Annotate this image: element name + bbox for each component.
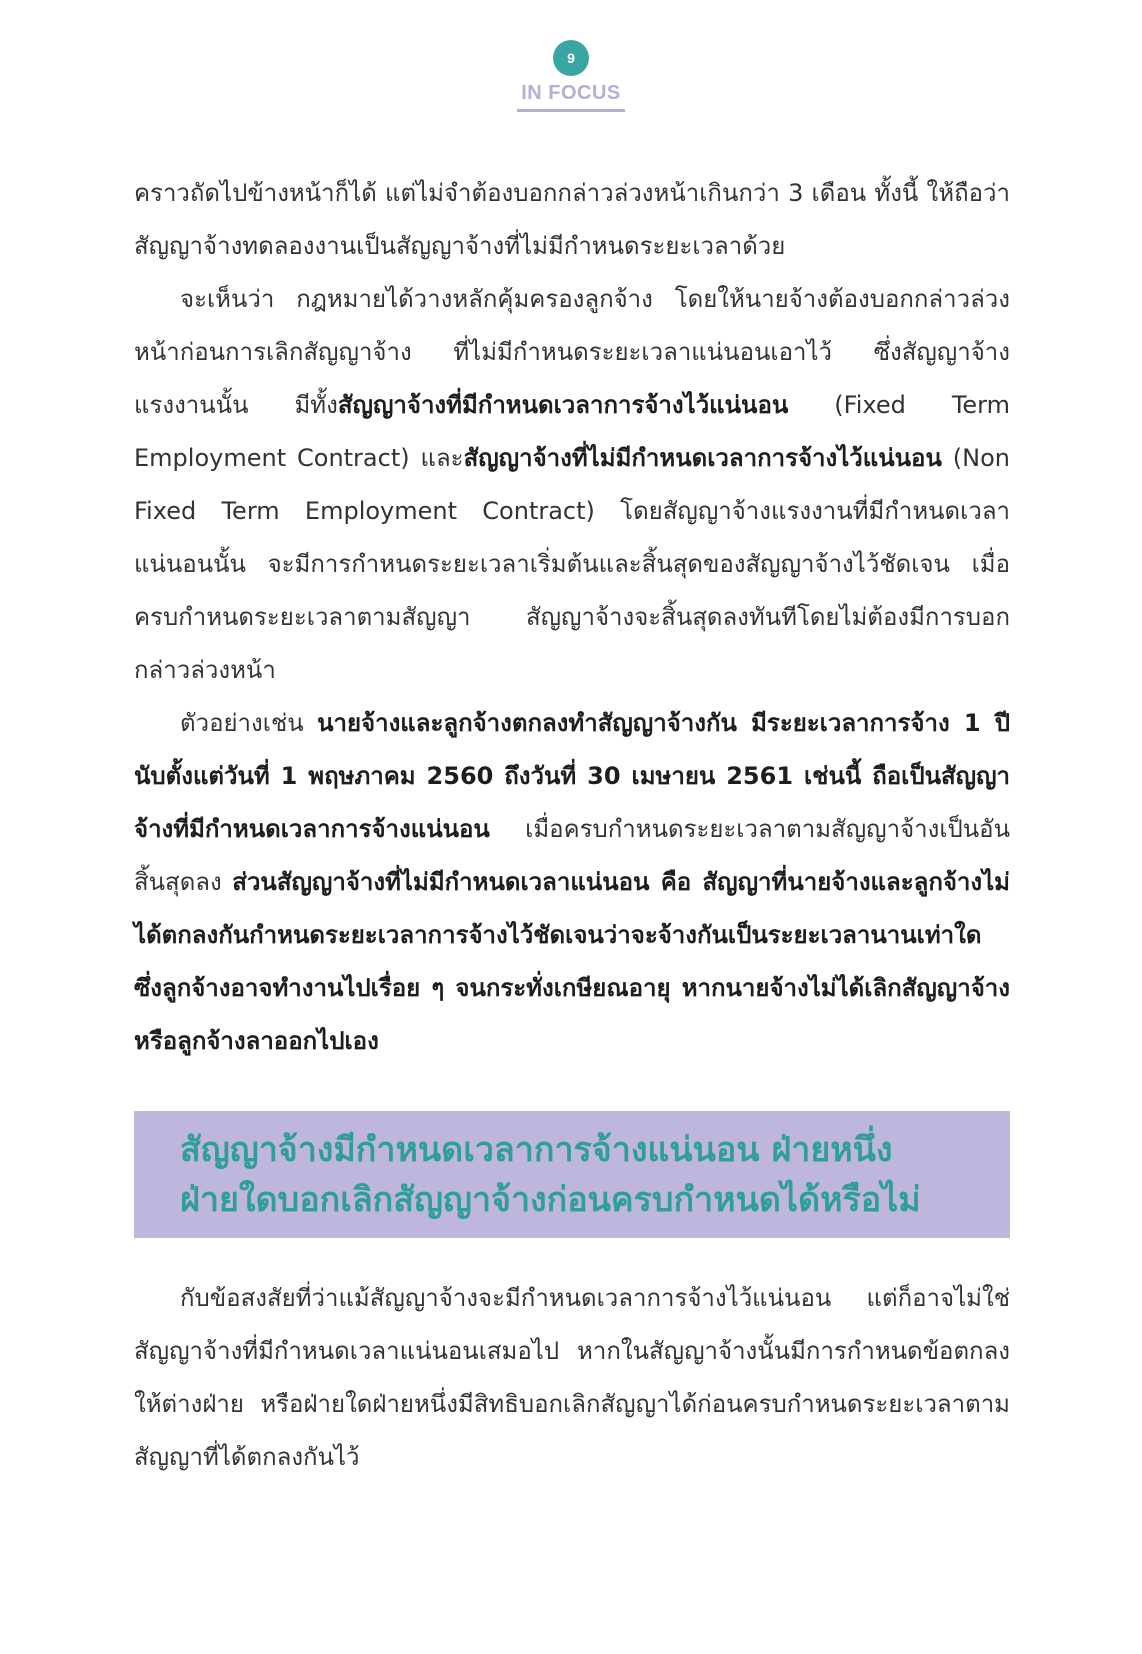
fixed-term-example: นายจ้างและลูกจ้างตกลงทำสัญญาจ้างกัน มีระยะเวลาการจ้าง 1 ปี นับตั้งแต่วันที่ 1 พฤษภาคม 2560 ถึงวันที่ 30 เมษายน 2561 เช่นนี้ ถือเป็นสัญญาจ้างที่มีกำหนดเวลาการจ้างแน่นอน xyxy=(134,709,1010,843)
paragraph-3-text-a: ตัวอย่างเช่น xyxy=(180,709,318,737)
paragraph-3-text-c: เมื่อครบกำหนดระยะเวลาตามสัญญาจ้างเป็นอันสิ้นสุดลง xyxy=(134,815,1010,896)
paragraph-4 xyxy=(134,1272,1010,1484)
non-fixed-term-definition: ส่วนสัญญาจ้างที่ไม่มีกำหนดเวลาแน่นอน คือ สัญญาที่นายจ้างและลูกจ้างไม่ได้ตกลงกันกำหนดระยะเวลาการจ้างไว้ชัดเจนว่าจะจ้างกันเป็นระยะเวลานานเท่าใด ซึ่งลูกจ้างอาจทำงานไปเรื่อย ๆ จนกระทั่งเกษียณอายุ หากนายจ้างไม่ได้เลิกสัญญาจ้าง หรือลูกจ้างลาออกไปเอง xyxy=(134,868,1011,1055)
paragraph-2 xyxy=(134,273,1010,697)
body-text-top xyxy=(134,167,1010,1068)
section-label: IN FOCUS xyxy=(517,82,625,112)
non-fixed-term-contract-term: สัญญาจ้างที่ไม่มีกำหนดเวลาการจ้างไว้แน่นอน xyxy=(463,444,942,472)
paragraph-1-text: คราวถัดไปข้างหน้าก็ได้ แต่ไม่จำต้องบอกกล่าวล่วงหน้าเกินกว่า 3 เดือน ทั้งนี้ ให้ถือว่าสัญญาจ้างทดลองงานเป็นสัญญาจ้างที่ไม่มีกำหนดระยะเวลาด้วย xyxy=(134,179,1010,260)
section-heading-callout xyxy=(134,1111,1010,1238)
page-number-badge: 9 xyxy=(553,40,589,76)
paragraph-2-text-a: จะเห็นว่า กฎหมายได้วางหลักคุ้มครองลูกจ้าง โดยให้นายจ้างต้องบอกกล่าวล่วงหน้าก่อนการเลิกสัญญาจ้าง ที่ไม่มีกำหนดระยะเวลาแน่นอนเอาไว้ ซึ่งสัญญาจ้างแรงงานนั้น มีทั้ง xyxy=(134,285,1010,419)
paragraph-2-text-e: (Non Fixed Term Employment Contract) โดยสัญญาจ้างแรงงานที่มีกำหนดเวลาแน่นอนนั้น จะมีการกำหนดระยะเวลาเริ่มต้นและสิ้นสุดของสัญญาจ้างไว้ชัดเจน เมื่อครบกำหนดระยะเวลาตามสัญญา สัญญาจ้างจะสิ้นสุดลงทันทีโดยไม่ต้องมีการบอกกล่าวล่วงหน้า xyxy=(134,444,1011,684)
body-text-bottom xyxy=(134,1272,1010,1484)
paragraph-3 xyxy=(134,697,1010,1068)
paragraph-1 xyxy=(134,167,1010,273)
callout-heading-line-2: ฝ่ายใดบอกเลิกสัญญาจ้างก่อนครบกำหนดได้หรือไม่ xyxy=(180,1180,921,1220)
page-header xyxy=(0,40,1142,112)
paragraph-4-text: กับข้อสงสัยที่ว่าแม้สัญญาจ้างจะมีกำหนดเวลาการจ้างไว้แน่นอน แต่ก็อาจไม่ใช่สัญญาจ้างที่มีกำหนดเวลาแน่นอนเสมอไป หากในสัญญาจ้างนั้นมีการกำหนดข้อตกลงให้ต่างฝ่าย หรือฝ่ายใดฝ่ายหนึ่งมีสิทธิบอกเลิกสัญญาได้ก่อนครบกำหนดระยะเวลาตามสัญญาที่ได้ตกลงกันไว้ xyxy=(134,1284,1010,1471)
callout-heading-line-1: สัญญาจ้างมีกำหนดเวลาการจ้างแน่นอน ฝ่ายหนึ่ง xyxy=(180,1130,893,1170)
paragraph-2-text-c: (Fixed Term Employment Contract) และ xyxy=(134,391,1011,472)
fixed-term-contract-term: สัญญาจ้างที่มีกำหนดเวลาการจ้างไว้แน่นอน xyxy=(337,391,789,419)
